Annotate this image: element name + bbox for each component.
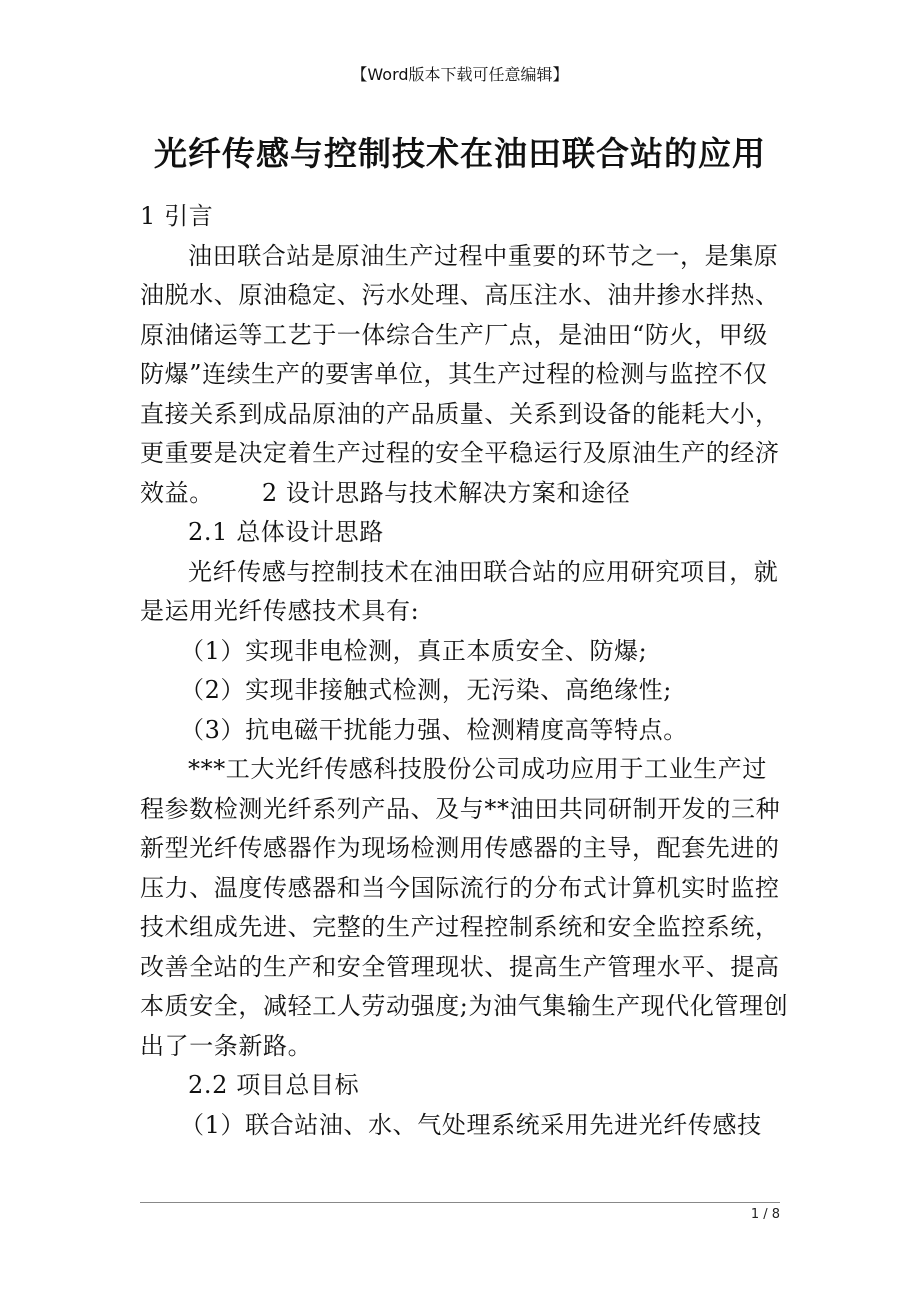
section-2-1-paragraph: 光纤传感与控制技术在油田联合站的应用研究项目，就是运用光纤传感技术具有: (140, 557, 779, 625)
section-2-1-paragraph-2: ***工大光纤传感科技股份公司成功应用于工业生产过程参数检测光纤系列产品、及与**油田共同研制开发的三种新型光纤传感器作为现场检测用传感器的主导，配套先进的压力、温度传感器和当今国际流行的分布式计算机实时监控技术组成先进、完整的生产过程控制系统和安全监控系统，改善全站的生产和安全管理现状、提高生产管理水平、提高本质安全，减轻工人劳动强度;为油气集输生产现代化管理创出了一条新路。 (140, 755, 789, 1060)
section-2-2-heading: 2.2 项目总目标 (188, 1071, 360, 1099)
page-number: 1 / 8 (750, 1207, 780, 1222)
list-item: （1）实现非电检测，真正本质安全、防爆; (180, 636, 648, 665)
footer-divider (140, 1202, 780, 1203)
document-title: 光纤传感与控制技术在油田联合站的应用 (154, 134, 766, 173)
section2-heading: 2 设计思路与技术解决方案和途径 (261, 478, 631, 507)
list-item: （1）联合站油、水、气处理系统采用先进光纤传感技 (180, 1110, 762, 1139)
section-2-1-heading: 2.1 总体设计思路 (188, 518, 384, 546)
page-header: 【Word版本下载可任意编辑】 (351, 65, 569, 84)
intro-heading: 1 引言 (140, 202, 214, 230)
intro-text: 油田联合站是原油生产过程中重要的环节之一，是集原油脱水、原油稳定、污水处理、高压注水、油井掺水拌热、原油储运等工艺于一体综合生产厂点，是油田“防火，甲级防爆”连续生产的要害单位，其生产过程的检测与监控不仅直接关系到成品原油的产品质量、关系到设备的能耗大小，更重要是决定着生产过程的安全平稳运行及原油生产的经济效益。 (140, 241, 780, 507)
document-body (140, 197, 790, 1145)
list-item: （2）实现非接触式检测，无污染、高绝缘性; (180, 676, 672, 704)
list-item: （3）抗电磁干扰能力强、检测精度高等特点。 (180, 715, 688, 744)
intro-paragraph (140, 237, 790, 514)
